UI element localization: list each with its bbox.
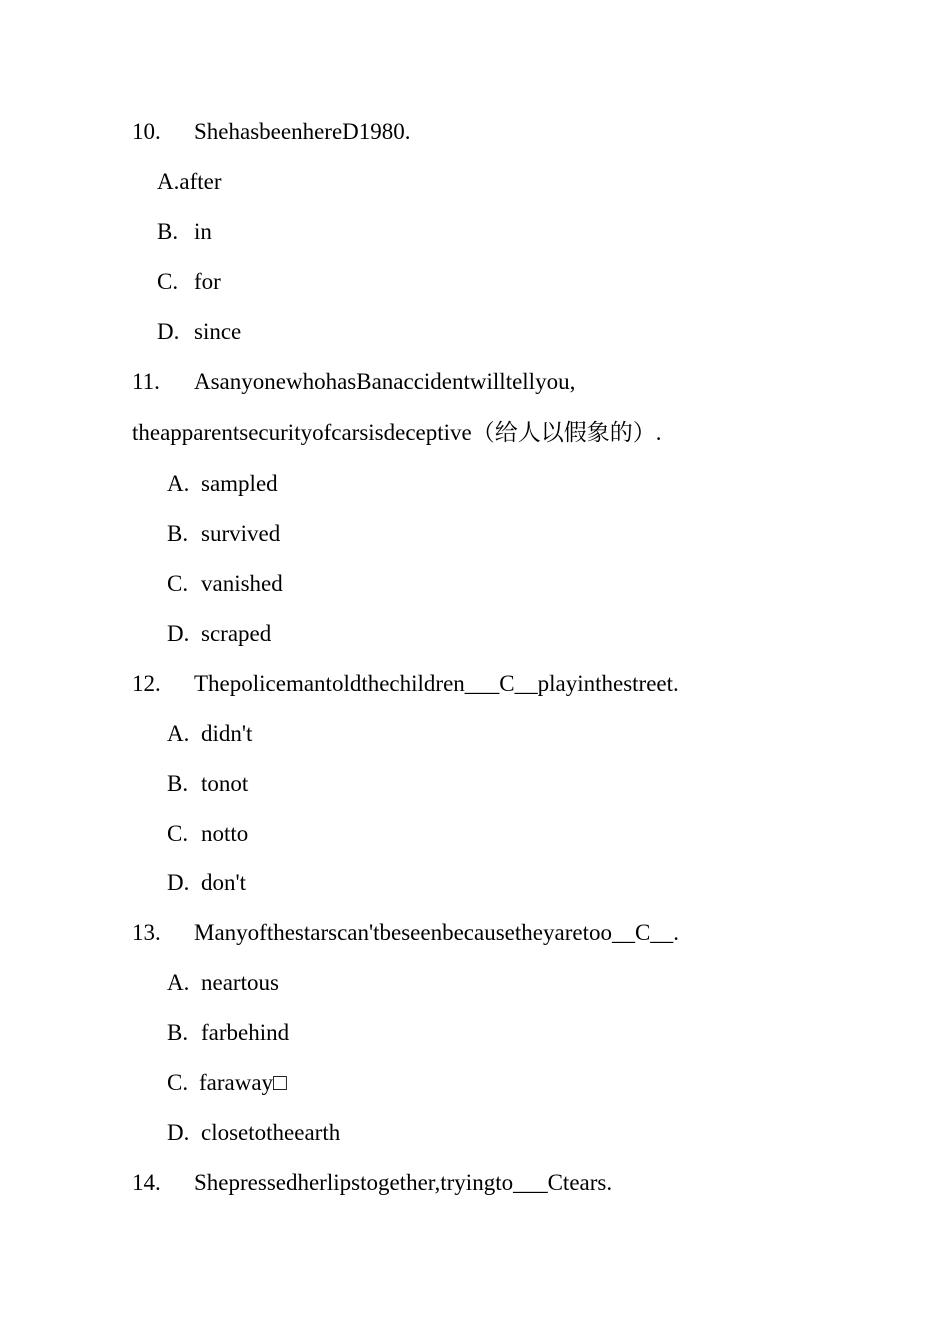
option-b <box>167 770 248 798</box>
question-number: 10. <box>132 119 161 144</box>
option-c <box>167 820 248 848</box>
option-b <box>157 218 212 246</box>
option-letter: C. <box>167 1070 189 1095</box>
option-letter: A. <box>167 970 190 995</box>
option-text: notto <box>201 821 249 846</box>
option-letter: B. <box>157 219 179 244</box>
option-letter: A. <box>167 721 190 746</box>
option-text: tonot <box>201 771 249 796</box>
option-text: sampled <box>201 471 278 496</box>
option-letter: A. <box>167 471 190 496</box>
option-letter: C. <box>157 269 179 294</box>
option-text: in <box>194 219 212 244</box>
option-d <box>167 869 246 897</box>
question-number: 12. <box>132 671 161 696</box>
option-text: scraped <box>201 621 272 646</box>
option-text: farbehind <box>201 1020 290 1045</box>
option-d <box>167 1119 340 1147</box>
option-b <box>167 520 280 548</box>
option-text: didn't <box>201 721 253 746</box>
question-14-stem <box>132 1169 612 1197</box>
question-10-stem <box>132 118 411 146</box>
option-a <box>157 168 222 196</box>
option-letter: D. <box>167 870 190 895</box>
question-text: AsanyonewhohasBanaccidentwilltellyou, <box>194 369 576 394</box>
option-text: faraway□ <box>199 1070 287 1095</box>
option-letter: B. <box>167 521 189 546</box>
question-number: 14. <box>132 1170 161 1195</box>
option-text: neartous <box>201 970 279 995</box>
question-text: Thepolicemantoldthechildren___C__playinthestreet. <box>194 671 679 696</box>
option-c <box>157 268 221 296</box>
option-d <box>157 318 241 346</box>
question-text: theapparentsecurityofcarsisdeceptive（给人以假象的）. <box>132 420 662 445</box>
option-a <box>167 969 279 997</box>
question-text: ShehasbeenhereD1980. <box>194 119 411 144</box>
option-text: closetotheearth <box>201 1120 341 1145</box>
question-text: Shepressedherlipstogether,tryingto___Ctears. <box>194 1170 613 1195</box>
question-number: 11. <box>132 369 160 394</box>
option-letter: D. <box>167 621 190 646</box>
option-letter: D. <box>167 1120 190 1145</box>
option-d <box>167 620 271 648</box>
option-text: after <box>179 169 222 194</box>
question-11-stem-continued <box>132 419 661 447</box>
option-text: don't <box>201 870 247 895</box>
option-a <box>167 720 252 748</box>
option-a <box>167 470 278 498</box>
option-b <box>167 1019 289 1047</box>
option-text: for <box>194 269 221 294</box>
question-13-stem <box>132 919 679 947</box>
question-12-stem <box>132 670 679 698</box>
option-text: survived <box>201 521 281 546</box>
option-c <box>167 570 283 598</box>
option-letter: D. <box>157 319 180 344</box>
option-text: since <box>194 319 242 344</box>
question-11-stem <box>132 368 575 396</box>
option-letter: A. <box>157 169 180 194</box>
option-text: vanished <box>201 571 283 596</box>
option-letter: B. <box>167 1020 189 1045</box>
option-letter: C. <box>167 571 189 596</box>
question-number: 13. <box>132 920 161 945</box>
option-letter: B. <box>167 771 189 796</box>
question-text: Manyofthestarscan'tbeseenbecausetheyaretoo__C__. <box>194 920 680 945</box>
option-c <box>167 1069 287 1097</box>
option-letter: C. <box>167 821 189 846</box>
